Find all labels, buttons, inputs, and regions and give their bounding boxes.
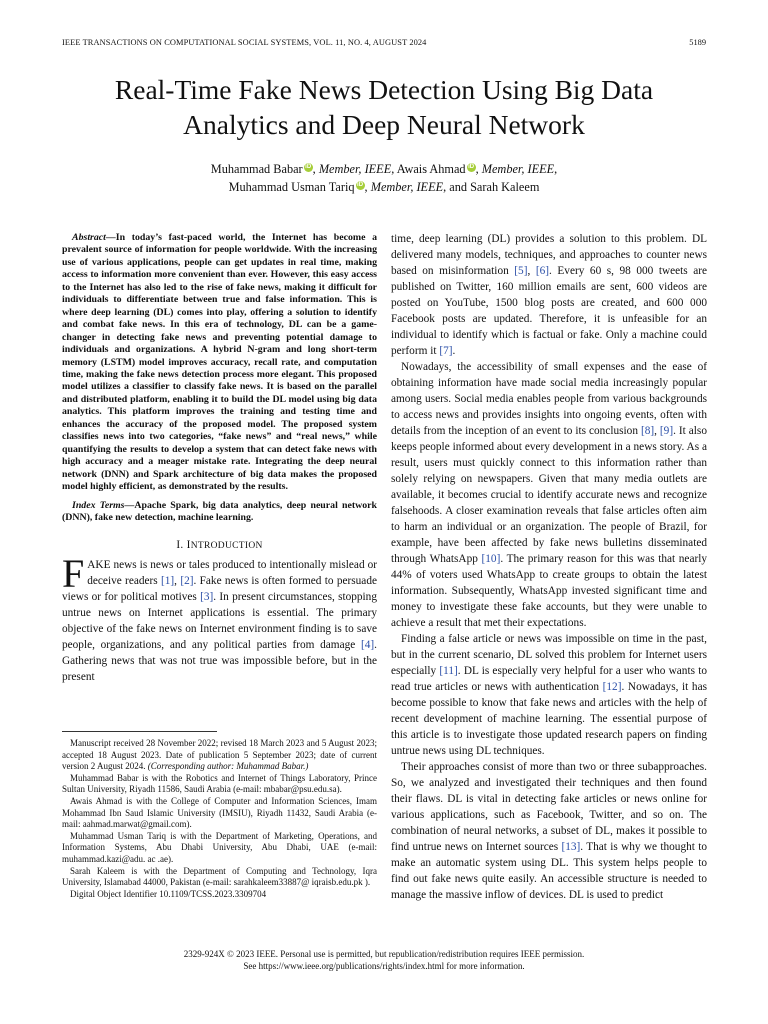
page-number: 5189 [689, 38, 706, 47]
body-text: Nowadays, the accessibility of small expenses and the ease of obtaining information have made social media increasingly popular among users. Social media enables people from various backgrounds to access news and provides insights into ongoing events, often with details from the inception of an event to its conclusion [391, 361, 707, 437]
body-text: . Nowadays, it has become possible to know that fake news and articles with the help of recent development of machine learning. The essential purpose of this article is to investigate those updated research papers on finding untrue news using DL techniques. [391, 681, 707, 757]
body-text: . That is why we thought to make an automatic system using DL. This system helps people to find out fake news quite easily. An accessible structure is needed to manage the massive inflow of devices. DL is used to predict [391, 841, 707, 901]
section-heading [62, 539, 377, 551]
body-text: Their approaches consist of more than two or three subapproaches. So, we analyzed and investigated their techniques and then found their flaws. DL is vital in detecting fake articles or news online for various applications, such as Facebook, Twitter, and so on. The combination of neural networks, a subset of DL, makes it possible to find untrue news on Internet sources [391, 761, 707, 853]
author-name: Awais Ahmad [396, 162, 466, 176]
intro-text: . Fake news is often formed to persuade views or for political motives [62, 575, 377, 604]
author-affiliation: Member, IEEE [370, 180, 444, 194]
footnote-affiliation: Muhammad Babar is with the Robotics and Internet of Things Laboratory, Prince Sultan University, Riyadh 11586, Saudi Arabia (e-mail: mbabar@psu.edu.sa). [62, 772, 377, 795]
body-text: . It also keeps people informed about every development in a news story. As a result, users must quickly connect to this information rather than solely relying on newspapers. Given that many media outlets are available, it becomes crucial to identify accurate news and recognize falsehoods. A closer examination reveals that false articles often aim to harm an individual or an organization. The people of Brazil, for example, have been affected by fake news bulletins disseminated through WhatsApp [391, 425, 707, 565]
author-name: Sarah Kaleem [470, 180, 540, 194]
citation-link[interactable]: [11] [439, 665, 458, 677]
index-terms [62, 500, 377, 525]
index-terms-text: Apache Spark, big data analytics, deep neural network (DNN), fake new detection, machine learning. [62, 499, 377, 523]
citation-link[interactable]: [5] [514, 265, 528, 277]
paper-title [0, 72, 768, 142]
left-column [62, 232, 377, 685]
author-list [0, 160, 768, 196]
abstract-text: In today’s fast-paced world, the Internet has become a prevalent source of information for people worldwide. With the increasing use of various applications, people can get updates in real time, making access to information more convenient than ever. However, this easy access to the Internet has also led to the rise of fake news, making it difficult for individuals to differentiate between true and false information. This is where deep learning (DL) comes into play, offering a solution to identify and combat fake news. In this era of technology, DL can be a game-changer in detecting fake news and preventing potential damage to individuals and organizations. A hybrid N-gram and long short-term memory (LSTM) model improves accuracy, recall rate, and computation time, making the fake news detection process more elegant. This proposed model utilizes a classifier to classify fake news. It is based on the parallel and distributed platform, enabling it to build the DL model using big data analytics. This platform improves the training and testing time and enhances the accuracy of the proposed model. The proposed system classifies news into two categories, “fake news” and “real news,” while quantifying the results to develop a system that can detect fake news with high accuracy and a meager mistake rate. Integrating the deep neural network (DNN) and Spark architecture of big data makes the proposed model highly efficient, as demonstrated by the results. [62, 232, 377, 493]
body-paragraph: Nowadays, the accessibility of small expenses and the ease of obtaining information have made social media increasingly popular among users. Social media enables people from various backgrounds to access news and provides insights into ongoing events, often with details from the inception of an event to its conclusion [8], [9]. It also keeps people informed about every development in a news story. As a result, users must quickly connect to this information rather than solely relying on newspapers. Given that many media outlets are available, it becomes crucial to identify accurate news and recognize falsehoods. A closer examination reveals that false articles often aim to harm an individual or an organization. The people of Brazil, for example, have been affected by fake news bulletins disseminated through WhatsApp [10]. The primary reason for this was that nearly 44% of voters used WhatsApp to create groups to obtain the latest information. Subsequently, WhatsApp invested significant time and money to investigate these fake accounts, but they were unable to achieve a result that met their expectations. [391, 361, 708, 629]
citation-link[interactable]: [13] [561, 841, 581, 853]
body-text: . The primary reason for this was that nearly 44% of voters used WhatsApp to create groups to obtain the latest information. Subsequently, WhatsApp invested significant time and money to investigate these fake accounts, but they were unable to achieve a result that met their expectations. [391, 553, 708, 629]
right-column [391, 231, 707, 903]
copyright-line-2: See https://www.ieee.org/publications/rights/index.html for more information. [243, 960, 525, 971]
author-conjunction: and [449, 180, 468, 194]
footnote-text: Manuscript received 28 November 2022; revised 18 March 2023 and 5 August 2023; accepted 18 August 2023. Date of publication 5 September 2023; date of current version 2 August 2024. [62, 738, 377, 772]
footnote-affiliation: Muhammad Usman Tariq is with the Department of Marketing, Operations, and Information Systems, Abu Dhabi University, Abu Dhabi, UAE (e-mail: muhammad.kazi@adu. ac .ae). [62, 830, 377, 864]
intro-text: . Gathering news that was not true was impossible before, but in the present [62, 639, 377, 684]
orcid-icon[interactable]: iD [305, 164, 312, 170]
footnote-manuscript [62, 738, 377, 773]
citation-link[interactable]: [8] [640, 425, 655, 437]
body-text: . DL is especially very helpful for a user who wants to read true articles or news with authentication [391, 665, 707, 693]
abstract [62, 232, 377, 494]
body-text: Finding a false article or news was impossible on time in the past, but in the current scenario, DL solved this problem for Internet users especially [391, 633, 707, 677]
citation-link[interactable]: [2] [180, 575, 194, 588]
citation-link[interactable]: [7] [439, 345, 453, 357]
section-title: NTRODUCTION [190, 541, 263, 552]
orcid-icon[interactable]: iD [357, 182, 364, 188]
author-name: Muhammad Babar [210, 162, 303, 176]
intro-text: . In present circumstances, stopping untrue news on Internet applications is essential. The primary objective of the fake news on Internet environment finding is to save people, organizations, and any political parties from damage [62, 591, 377, 652]
intro-paragraph: FAKE news is news or tales produced to intentionally mislead or deceive readers [1], [2]. Fake news is often formed to persuade views or for political motives [3]. In present circumstances, stopping untrue news on Internet applications is essential. The primary objective of the fake news on Internet environment finding is to save people, organizations, and any political parties from damage [4]. Gathering news that was not true was impossible before, but in the present [62, 551, 377, 684]
journal-header: IEEE TRANSACTIONS ON COMPUTATIONAL SOCIAL SYSTEMS, VOL. 11, NO. 4, AUGUST 2024 [62, 38, 427, 47]
title-line-1: Real-Time Fake News Detection Using Big Data [114, 74, 654, 105]
citation-link[interactable]: [9] [659, 425, 674, 437]
orcid-icon[interactable]: iD [468, 164, 475, 170]
author-affiliation: Member, IEEE [318, 162, 392, 176]
body-text: . Every 60 s, 98 000 tweets are published on Twitter, 160 million emails are sent, 600 videos are posted on YouTube, 1500 blog posts are created, and 600 000 Facebook posts are updated. Therefore, it is unfeasible for an individual to identify which is factual or fake. Only a machine could perform it [391, 265, 708, 357]
body-paragraph [391, 631, 707, 759]
author-affiliation: Member, IEEE [481, 162, 555, 176]
body-paragraph: time, deep learning (DL) provides a solution to this problem. DL delivered many models, techniques, and approaches to counter news based on misinformation [5], [6]. Every 60 s, 98 000 tweets are published on Twitter, 160 million emails are sent, 600 videos are posted on YouTube, 1500 blog posts are created, and 600 000 Facebook posts are updated. Therefore, it is unfeasible for an individual to identify which is factual or fake. Only a machine could perform it [7]. [391, 233, 708, 357]
abstract-label: Abstract— [72, 232, 116, 243]
index-terms-label: Index Terms— [72, 499, 135, 511]
copyright-notice [0, 949, 768, 972]
citation-link[interactable]: [10] [481, 553, 501, 565]
author-line-1: Muhammad Babar iD , Member, IEEE, Awais Ahmad iD , Member, IEEE, [210, 162, 558, 176]
citation-link[interactable]: [3] [200, 591, 214, 604]
intro-text: AKE news is news or tales produced to intentionally mislead or deceive readers [87, 559, 377, 588]
footnote-affiliation: Awais Ahmad is with the College of Computer and Information Sciences, Imam Mohammad Ibn Saud Islamic University (IMSIU), Riyadh 11432, Saudi Arabia (e-mail: aahmad.marwat@gmail.com). [62, 795, 377, 830]
doi: Digital Object Identifier 10.1109/TCSS.2023.3309704 [70, 888, 267, 899]
copyright-line-1: 2329-924X © 2023 IEEE. Personal use is permitted, but republication/redistribution requires IEEE permission. [183, 949, 585, 959]
citation-link[interactable]: [1] [160, 575, 175, 588]
citation-link[interactable]: [6] [535, 265, 550, 277]
author-line-2: Muhammad Usman Tariq iD , Member, IEEE, and Sarah Kaleem [228, 180, 540, 194]
footnote-divider [62, 731, 217, 732]
corresponding-author: (Corresponding author: Muhammad Babar.) [147, 761, 309, 772]
footnotes [62, 738, 377, 900]
title-line-2: Analytics and Deep Neural Network [183, 109, 585, 140]
body-paragraph [391, 759, 707, 903]
author-name: Muhammad Usman Tariq [228, 180, 355, 194]
citation-link[interactable]: [4] [360, 639, 375, 652]
footnote-affiliation: Sarah Kaleem is with the Department of Computing and Technology, Iqra University, Islamabad 44000, Pakistan (e-mail: sarahkaleem33887@ iqraisb.edu.pk ). [62, 865, 377, 888]
section-numeral: I. I [176, 539, 191, 552]
body-text: time, deep learning (DL) provides a solution to this problem. DL delivered many models, techniques, and approaches to counter news based on misinformation [391, 233, 707, 277]
citation-link[interactable]: [12] [602, 681, 622, 693]
drop-cap: F [62, 551, 85, 597]
